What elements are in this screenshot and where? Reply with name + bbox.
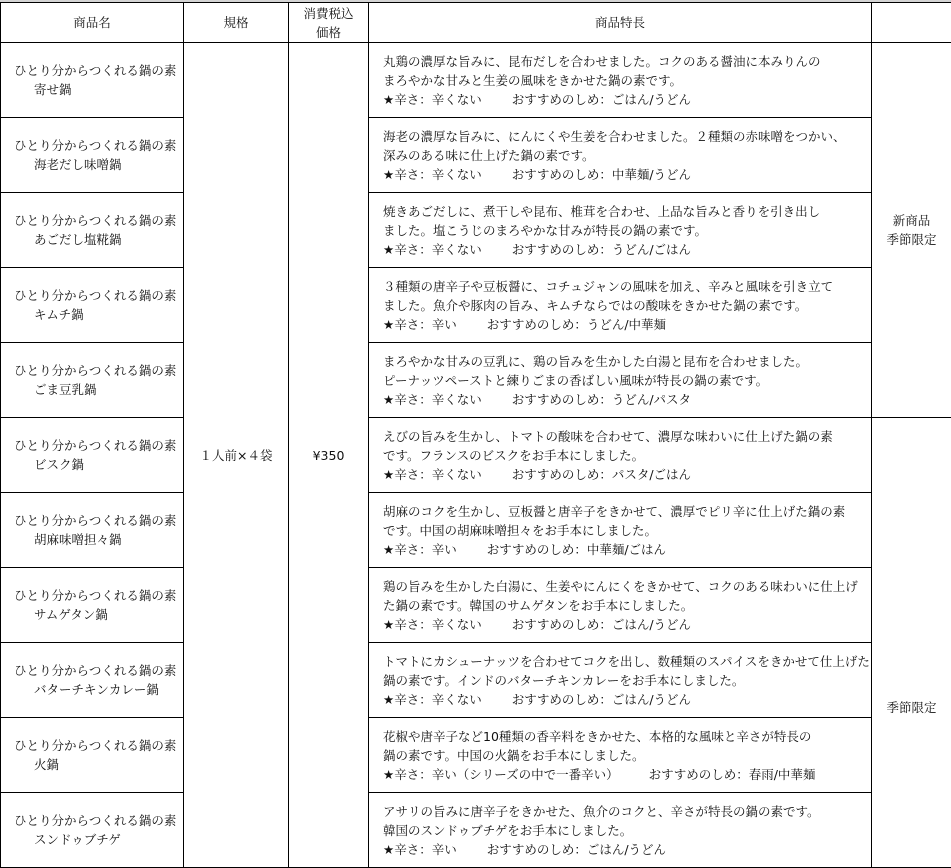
- product-name: ビスク鍋: [34, 457, 85, 472]
- description-line-1: 鶏の旨みを生かした白湯に、生姜やにんにくをきかせて、コクのある味わいに仕上げ: [383, 578, 858, 594]
- product-name-prefix: ひとり分からつくれる鍋の素: [14, 213, 177, 228]
- product-name-cell: [1, 718, 184, 793]
- description-line-2: まろやかな甘みと生姜の風味をきかせた鍋の素です。: [383, 72, 683, 88]
- product-name-prefix: ひとり分からつくれる鍋の素: [14, 438, 177, 453]
- table-row: [1, 193, 951, 268]
- features-cell: [369, 268, 872, 343]
- product-name-cell: [1, 343, 184, 418]
- description-line-1: ３種類の唐辛子や豆板醤に、コチュジャンの風味を加え、辛みと風味を引き立て: [383, 278, 834, 294]
- product-name-cell: [1, 568, 184, 643]
- spice-level: ★辛さ：辛くない: [383, 466, 482, 482]
- spec-cell: １人前×４袋: [184, 43, 289, 868]
- spice-level: ★辛さ：辛い: [383, 541, 457, 557]
- recommended-shime: おすすめのしめ：うどん/中華麺: [486, 316, 667, 332]
- recommended-shime: おすすめのしめ：うどん/ごはん: [511, 241, 692, 257]
- spice-level: ★辛さ：辛い: [383, 841, 457, 857]
- table-row: [1, 118, 951, 193]
- spice-level: ★辛さ：辛くない: [383, 391, 482, 407]
- header-product-name: 商品名: [1, 3, 184, 43]
- description-line-1: アサリの旨みに唐辛子をきかせた、魚介のコクと、辛さが特長の鍋の素です。: [383, 803, 820, 819]
- product-name-prefix: ひとり分からつくれる鍋の素: [14, 63, 177, 78]
- note-cell-new-seasonal: [872, 43, 951, 418]
- description-line-2: た鍋の素です。韓国のサムゲタンをお手本にしました。: [383, 597, 694, 613]
- product-name-prefix: ひとり分からつくれる鍋の素: [14, 738, 177, 753]
- features-cell: [369, 343, 872, 418]
- product-name: 火鍋: [34, 757, 60, 772]
- product-name-prefix: ひとり分からつくれる鍋の素: [14, 288, 177, 303]
- spice-level: ★辛さ：辛くない: [383, 691, 482, 707]
- price-cell: ¥350: [289, 43, 369, 868]
- header-note: [872, 3, 951, 43]
- features-cell: [369, 793, 872, 868]
- recommended-shime: おすすめのしめ：中華麺/ごはん: [486, 541, 667, 557]
- description-line-2: ました。塩こうじのまろやかな甘みが特長の鍋の素です。: [383, 222, 708, 238]
- product-name-cell: [1, 118, 184, 193]
- features-cell: [369, 718, 872, 793]
- recommended-shime: おすすめのしめ：ごはん/うどん: [486, 841, 667, 857]
- product-name: バターチキンカレー鍋: [34, 682, 159, 697]
- description-line-2: ピーナッツペーストと練りごまの香ばしい風味が特長の鍋の素です。: [383, 372, 769, 388]
- header-price-line2: 価格: [315, 24, 341, 40]
- header-row: [1, 3, 951, 43]
- description-line-1: トマトにカシューナッツを合わせてコクを出し、数種類のスパイスをきかせて仕上げた: [383, 653, 870, 669]
- description-line-2: 韓国のスンドゥブチゲをお手本にしました。: [383, 822, 633, 838]
- features-cell: [369, 643, 872, 718]
- header-features: 商品特長: [369, 3, 872, 43]
- description-line-1: まろやかな甘みの豆乳に、鶏の旨みを生かした白湯と昆布を合わせました。: [383, 353, 809, 369]
- recommended-shime: おすすめのしめ：中華麺/うどん: [511, 166, 692, 182]
- product-name-cell: [1, 493, 184, 568]
- product-name: あごだし塩糀鍋: [34, 232, 122, 247]
- description-line-1: えびの旨みを生かし、トマトの酸味を合わせて、濃厚な味わいに仕上げた鍋の素: [383, 428, 833, 444]
- description-line-1: 海老の濃厚な旨みに、にんにくや生姜を合わせました。２種類の赤味噌をつかい、: [383, 128, 846, 144]
- features-cell: [369, 568, 872, 643]
- description-line-1: 焼きあごだしに、煮干しや昆布、椎茸を合わせ、上品な旨みと香りを引き出し: [383, 203, 821, 219]
- table-row: [1, 268, 951, 343]
- product-table: [0, 2, 951, 868]
- product-name: 寄せ鍋: [34, 82, 72, 97]
- recommended-shime: おすすめのしめ：春雨/中華麺: [648, 766, 816, 782]
- recommended-shime: おすすめのしめ：ごはん/うどん: [511, 91, 692, 107]
- product-name: サムゲタン鍋: [34, 607, 108, 622]
- table-row: [1, 43, 951, 118]
- features-cell: [369, 418, 872, 493]
- table-row: [1, 343, 951, 418]
- product-name: スンドゥブチゲ: [34, 832, 121, 847]
- product-name-cell: [1, 418, 184, 493]
- spice-level: ★辛さ：辛くない: [383, 91, 482, 107]
- features-cell: [369, 118, 872, 193]
- features-cell: [369, 43, 872, 118]
- table-row: [1, 568, 951, 643]
- recommended-shime: おすすめのしめ：ごはん/うどん: [511, 616, 692, 632]
- recommended-shime: おすすめのしめ：ごはん/うどん: [511, 691, 692, 707]
- spice-level: ★辛さ：辛くない: [383, 241, 482, 257]
- features-cell: [369, 193, 872, 268]
- header-price-line1: 消費税込: [303, 5, 354, 21]
- table-row: [1, 493, 951, 568]
- description-line-2: 鍋の素です。中国の火鍋をお手本にしました。: [383, 747, 645, 763]
- product-name-cell: [1, 793, 184, 868]
- product-name-prefix: ひとり分からつくれる鍋の素: [14, 813, 177, 828]
- description-line-1: 花椒や唐辛子など10種類の香辛料をきかせた、本格的な風味と辛さが特長の: [383, 728, 812, 744]
- note-new-product: 新商品: [892, 213, 931, 228]
- note-cell-seasonal: 季節限定: [872, 418, 951, 868]
- spice-level: ★辛さ：辛くない: [383, 616, 482, 632]
- table-row: [1, 418, 951, 493]
- table-row: [1, 793, 951, 868]
- table-row: [1, 718, 951, 793]
- description-line-1: 丸鶏の濃厚な旨みに、昆布だしを合わせました。コクのある醤油に本みりんの: [383, 53, 821, 69]
- header-price: [289, 3, 369, 43]
- product-name-prefix: ひとり分からつくれる鍋の素: [14, 663, 177, 678]
- recommended-shime: おすすめのしめ：パスタ/ごはん: [511, 466, 692, 482]
- product-name: キムチ鍋: [34, 307, 84, 322]
- product-name-cell: [1, 268, 184, 343]
- spice-level: ★辛さ：辛くない: [383, 166, 482, 182]
- product-name-prefix: ひとり分からつくれる鍋の素: [14, 588, 177, 603]
- description-line-2: です。中国の胡麻味噌担々をお手本にしました。: [383, 522, 658, 538]
- features-cell: [369, 493, 872, 568]
- spice-level: ★辛さ：辛い（シリーズの中で一番辛い）: [383, 766, 619, 782]
- product-name: ごま豆乳鍋: [34, 382, 97, 397]
- description-line-1: 胡麻のコクを生かし、豆板醤と唐辛子をきかせて、濃厚でピリ辛に仕上げた鍋の素: [383, 503, 846, 519]
- product-name-prefix: ひとり分からつくれる鍋の素: [14, 513, 177, 528]
- header-spec: 規格: [184, 3, 289, 43]
- description-line-2: です。フランスのビスクをお手本にしました。: [383, 447, 645, 463]
- product-name-cell: [1, 193, 184, 268]
- recommended-shime: おすすめのしめ：うどん/パスタ: [511, 391, 692, 407]
- product-name-prefix: ひとり分からつくれる鍋の素: [14, 138, 177, 153]
- product-name: 海老だし味噌鍋: [34, 157, 122, 172]
- product-name-prefix: ひとり分からつくれる鍋の素: [14, 363, 177, 378]
- product-name: 胡麻味噌担々鍋: [34, 532, 122, 547]
- description-line-2: 鍋の素です。インドのバターチキンカレーをお手本にしました。: [383, 672, 745, 688]
- product-name-cell: [1, 43, 184, 118]
- product-name-cell: [1, 643, 184, 718]
- description-line-2: 深みのある味に仕上げた鍋の素です。: [383, 147, 595, 163]
- spice-level: ★辛さ：辛い: [383, 316, 457, 332]
- description-line-2: ました。魚介や豚肉の旨み、キムチならではの酸味をきかせた鍋の素です。: [383, 297, 808, 313]
- note-seasonal-limited: 季節限定: [886, 232, 937, 247]
- table-row: [1, 643, 951, 718]
